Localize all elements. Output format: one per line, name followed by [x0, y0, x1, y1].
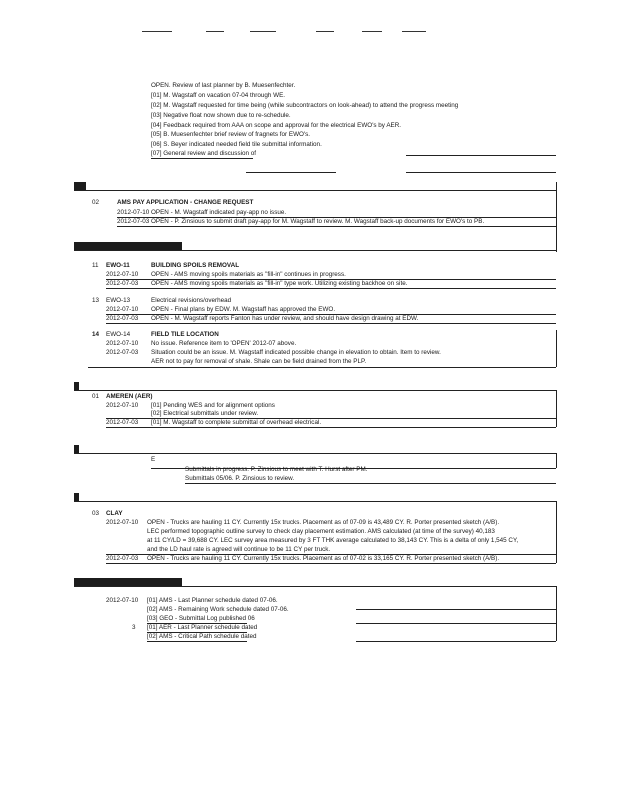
header-rule — [206, 31, 224, 32]
section-header-bar — [74, 182, 86, 197]
header-rule — [316, 31, 334, 32]
row-date: 2012-07-03 — [106, 349, 139, 356]
divider — [356, 641, 556, 642]
row-date: 2012-07-10 — [106, 519, 139, 526]
list-item: OPEN. Review of last planner by B. Muesenfechter. — [151, 82, 296, 89]
row-text: Situation could be an issue. M. Wagstaff indicated possible change in elevation to obtain. Item to review. — [151, 349, 441, 356]
doc-item: [03] GEO - Submittal Log published 06 — [147, 615, 255, 622]
doc-item: [02] AMS - Critical Path schedule dated — [147, 633, 257, 640]
list-item: [06] S. Beyer indicated needed field tile submittal information. — [151, 141, 322, 148]
list-item: [03] Negative float now shown due to re-schedule. — [151, 112, 291, 119]
section-header-bar — [74, 493, 79, 508]
section-header-bar — [74, 242, 182, 257]
row-text: [01] Pending WES and for alignment options — [151, 402, 275, 409]
list-item: [02] M. Wagstaff requested for time being (while subcontractors on look-ahead) to attend the progress meeting — [151, 102, 459, 109]
row-date: 2012-07-03 — [106, 419, 139, 426]
section-rule — [74, 390, 556, 391]
row-text: LEC performed topographic outline survey to check clay placement estimation. AMS calculated (at time of the survey) 40,183 — [147, 528, 495, 535]
section-rule — [74, 453, 556, 454]
row-text: OPEN - M. Wagstaff indicated pay-app no issue. — [151, 209, 287, 216]
section-border — [556, 501, 557, 563]
item-number: 14 — [92, 331, 100, 338]
row-date: 2012-07-10 — [106, 271, 139, 278]
section-title: EXTRA WORK ORDERS — [105, 251, 171, 257]
section-rule — [74, 586, 556, 587]
row-text: AER not to pay for removal of shale. Shale can be field drained from the PLP. — [151, 358, 367, 365]
item-code: EWO-11 — [106, 262, 130, 269]
row-text: OPEN - Final plans by EDW. M. Wagstaff has approved the EWO. — [151, 306, 336, 313]
divider — [406, 172, 556, 173]
section-header-bar — [74, 382, 79, 397]
section-number: 1 — [74, 502, 78, 508]
divider — [117, 226, 556, 227]
list-item: [04] Feedback required from AAA on scope and approval for the electrical EWO's by AER. — [151, 122, 402, 129]
row-date: 2012-07-03 — [106, 280, 139, 287]
divider — [106, 563, 556, 564]
section-number: 1 — [74, 391, 78, 397]
row-date: 2012-07-10 — [106, 597, 139, 604]
section-border — [556, 453, 557, 468]
row-text: at 11 CY/LD = 39,688 CY. LEC survey area measured by 3 FT THK average calculated to 38,143 CY. This is a delta of only 1,545 CY, — [147, 537, 519, 544]
divider — [151, 158, 253, 159]
item-title: CLAY — [106, 510, 123, 517]
divider — [356, 623, 556, 624]
row-text: OPEN - AMS moving spoils materials as "fill-in" continues in progress. — [151, 271, 346, 278]
row-date: 2012-07-03 — [106, 555, 139, 562]
section-border — [556, 330, 557, 367]
section-number: 12.1 — [78, 251, 90, 257]
header-rule — [142, 31, 172, 32]
row-date: 2012-07-03 — [117, 218, 150, 225]
section-rule — [74, 501, 556, 502]
row-text: [02] Electrical submittals under review. — [151, 410, 259, 417]
section-border — [556, 390, 557, 427]
section-title: DOCUMENTS TRANSMITTED — [100, 587, 181, 593]
header-rule — [362, 31, 382, 32]
list-item: [07] General review and discussion of — [151, 150, 257, 157]
doc-item: [01] AMS - Last Planner schedule dated 07-06. — [147, 597, 278, 604]
item-title: FIELD TILE LOCATION — [151, 331, 219, 338]
item-number: 13 — [92, 297, 100, 304]
doc-item: [02] AMS - Remaining Work schedule dated 07-06. — [147, 606, 289, 613]
item-code: EWO-14 — [106, 331, 131, 338]
row-text: No issue. Reference item to 'OPEN' 2012-07 above. — [151, 340, 297, 347]
row-text: Submittals in progress. P. Zinsious to meet with T. Hurst after PM. — [185, 466, 368, 473]
divider — [406, 155, 556, 156]
item-number: 01 — [92, 393, 100, 400]
section-border — [556, 182, 557, 252]
row-date: 2012-07-10 — [106, 402, 139, 409]
item-title: Electrical revisions/overhead — [151, 297, 232, 304]
row-date: 2012-07-10 — [117, 209, 150, 216]
list-item: [01] M. Wagstaff on vacation 07-04 through WE. — [151, 92, 286, 99]
marker: 3 — [132, 624, 136, 631]
row-date: 2012-07-10 — [106, 306, 139, 313]
section-rule — [74, 250, 556, 251]
divider — [356, 609, 556, 610]
item-title: AMS PAY APPLICATION - CHANGE REQUEST — [117, 199, 254, 206]
divider — [88, 367, 556, 368]
row-text: OPEN - AMS moving spoils materials as "fill-in" type work. Utilizing existing backhoe on site. — [151, 280, 408, 287]
item-number: 02 — [92, 199, 100, 206]
divider — [147, 641, 247, 642]
row-text: OPEN - Trucks are hauling 11 CY. Currently 15x trucks. Placement as of 07-02 is 33,165 CY. R. Porter presented sketch (A/B). — [147, 555, 500, 562]
section-header-bar — [74, 445, 79, 460]
section-number: 16 — [78, 587, 85, 593]
row-text: OPEN - Trucks are hauling 11 CY. Currently 15x trucks. Placement as of 07-09 is 43,489 CY. R. Porter presented sketch (A/B). — [147, 519, 500, 526]
item-title: BUILDING SPOILS REMOVAL — [151, 262, 240, 269]
header-rule — [402, 31, 426, 32]
divider — [246, 172, 336, 173]
divider — [106, 427, 556, 428]
row-text: OPEN - P. Zinsious to submit draft pay-app for M. Wagstaff to review. M. Wagstaff back-up documents for EWO's to PB. — [151, 218, 485, 225]
item-number: 11 — [92, 262, 99, 269]
row-text: [01] M. Wagstaff to complete submittal of overhead electrical. — [151, 419, 322, 426]
section-number: 12 — [78, 191, 85, 197]
section-number: 1 — [74, 454, 78, 460]
section-rule — [74, 190, 556, 191]
divider — [185, 483, 556, 484]
row-text: Submittals 05/06. P. Zinsious to review. — [185, 475, 295, 482]
marker: E — [151, 456, 156, 463]
divider — [106, 323, 556, 324]
divider — [106, 288, 556, 289]
row-text: and the LD haul rate is agreed will continue to be 11 CY per truck. — [147, 546, 331, 553]
doc-item: [01] AER - Last Planner schedule dated — [147, 624, 258, 631]
section-border — [556, 586, 557, 641]
list-item: [05] B. Muesenfechter brief review of fragnets for EWO's. — [151, 131, 311, 138]
row-date: 2012-07-10 — [106, 340, 139, 347]
section-header-bar — [74, 578, 182, 593]
row-date: 2012-07-03 — [106, 315, 139, 322]
row-text: OPEN - M. Wagstaff reports Fanton has under review, and should have design drawing at EDW. — [151, 315, 419, 322]
item-code: EWO-13 — [106, 297, 131, 304]
header-rule — [250, 31, 276, 32]
item-number: 03 — [92, 510, 100, 517]
item-title: AMEREN (AER) — [106, 393, 153, 400]
